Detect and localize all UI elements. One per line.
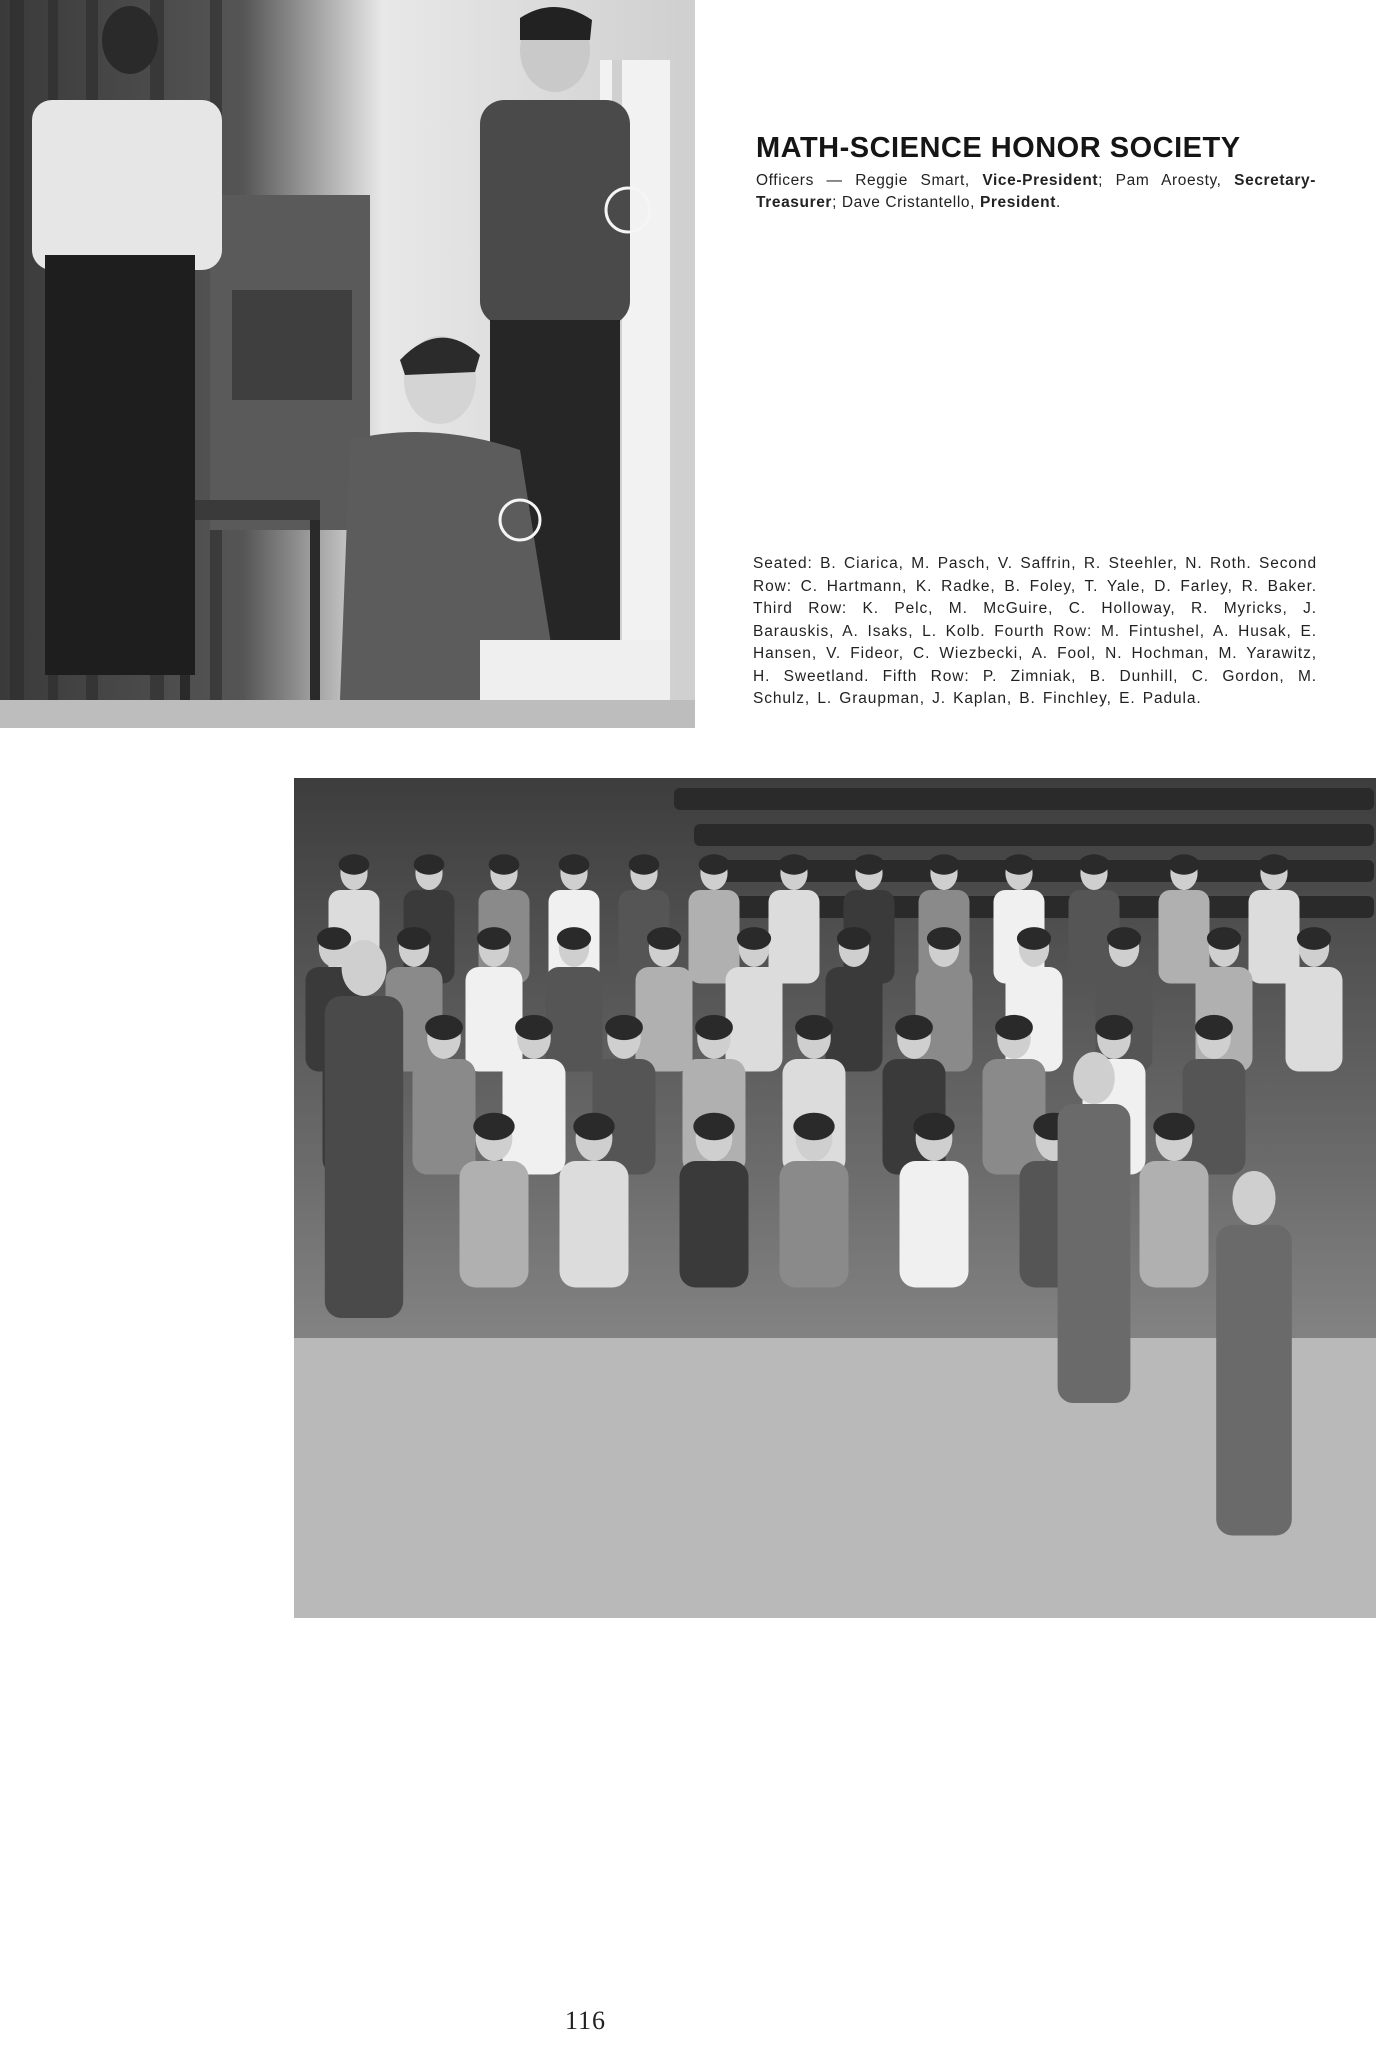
officers-lead: Officers — [756, 172, 856, 189]
page-number: 116 [565, 2006, 607, 2035]
officer-separator: ; [832, 194, 842, 211]
officers-photo [0, 0, 695, 728]
group-photo [294, 778, 1376, 1618]
officer-separator: ; [1098, 172, 1116, 189]
officer-role: Secretary-Treasurer [756, 172, 1316, 211]
officer-name: Pam Aroesty, [1115, 172, 1235, 189]
officer-role: President [979, 194, 1056, 211]
group-roster-caption: Seated: B. Ciarica, M. Pasch, V. Saffrin, R. Steehler, N. Roth. Second Row: C. Hartmann, K. Radke, B. Foley, T. Yale, D. Farley, R. Baker. Third Row: K. Pelc, M. McGuire, C. Holloway, R. Myricks, J. Barauskis, A. Isaks, L. Kolb. Fourth Row: M. Fintushel, A. Husak, E. Hansen, V. Fideor, C. Wiezbecki, A. Fool, N. Hochman, M. Yarawitz, H. Sweetland. Fifth Row: P. Zimniak, B. Dunhill, C. Gordon, M. Schulz, L. Graupman, J. Kaplan, B. Finchley, E. Padula. [753, 555, 1317, 707]
officer-name: Dave Cristantello, [841, 194, 980, 211]
officer-separator: . [1055, 194, 1061, 211]
officer-role: Vice-President [982, 172, 1099, 189]
officer-name: Reggie Smart, [855, 172, 983, 189]
page-title: MATH-SCIENCE HONOR SOCIETY [756, 132, 1241, 164]
officers-caption [756, 170, 1316, 214]
